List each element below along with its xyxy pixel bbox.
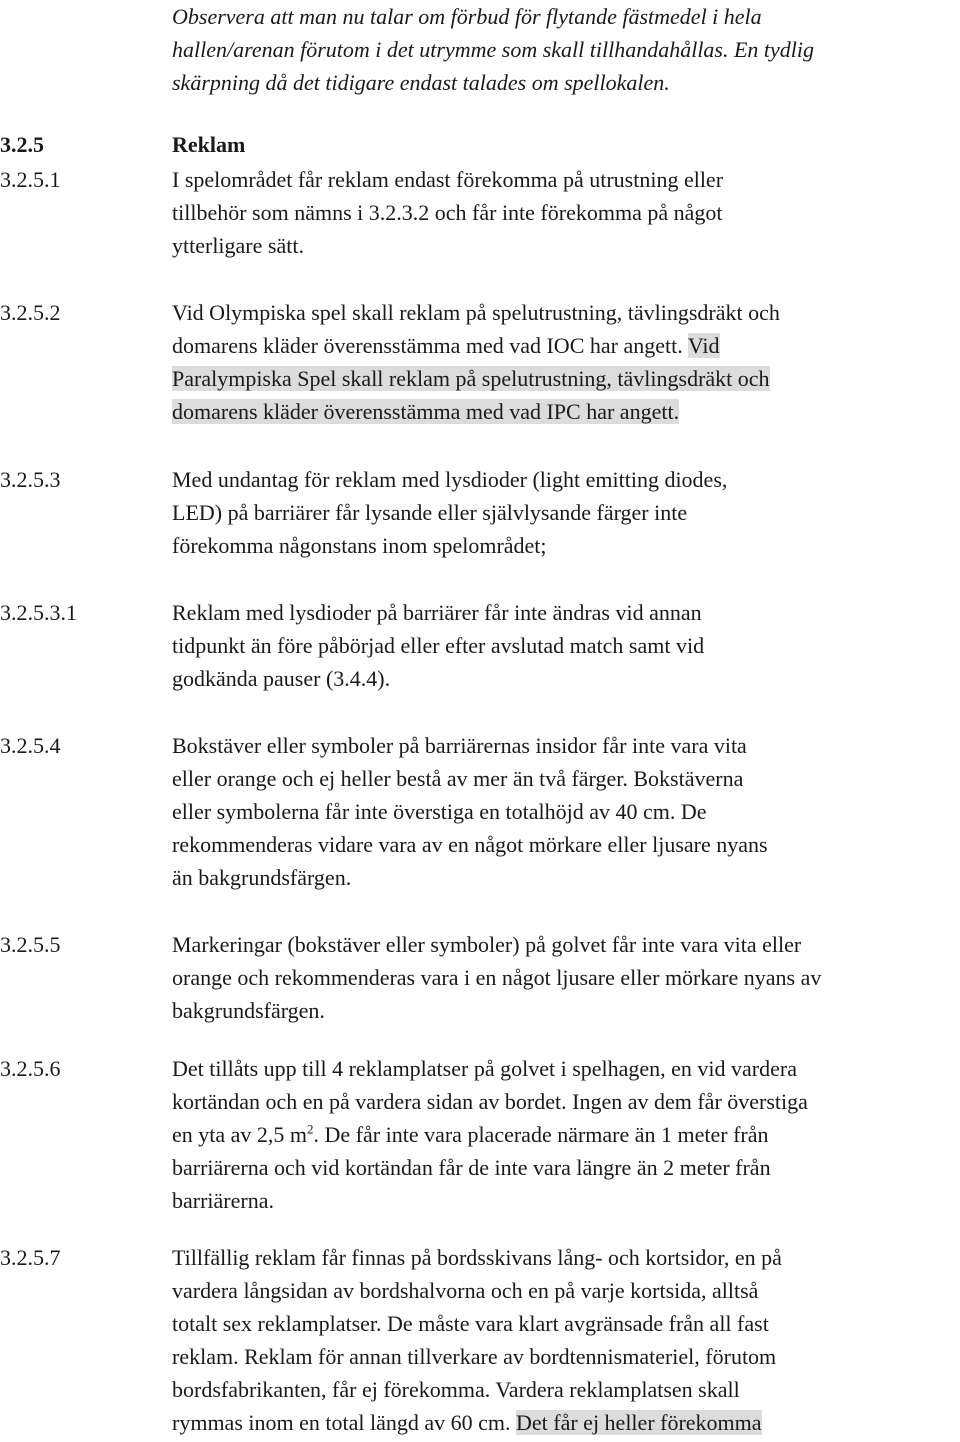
rule-line: förekomma någonstans inom spelområdet; (172, 533, 547, 558)
rule-text (172, 296, 960, 428)
rule-line: bordsfabrikanten, får ej förekomma. Vardera reklamplatsen skall (172, 1377, 740, 1402)
rule-line: än bakgrundsfärgen. (172, 865, 352, 890)
intro-note-line: skärpning då det tidigare endast talades om spellokalen. (172, 70, 670, 95)
rule-line: tidpunkt än före påbörjad eller efter avslutad match samt vid (172, 633, 705, 658)
rule-line-text: en yta av 2,5 m (172, 1122, 308, 1147)
rule-line: tillbehör som nämns i 3.2.3.2 och får inte förekomma på något (172, 200, 723, 225)
rule-number: 3.2.5.3 (0, 467, 61, 492)
rule-line: Vid Olympiska spel skall reklam på spelutrustning, tävlingsdräkt och (172, 300, 780, 325)
rule-line (172, 1406, 960, 1439)
rule-line: totalt sex reklamplatser. De måste vara klart avgränsade från all fast (172, 1311, 769, 1336)
rule-number: 3.2.5.6 (0, 1056, 61, 1081)
rule-line-text: domarens kläder överensstämma med vad IOC har angett. (172, 333, 683, 358)
section-title: Reklam (172, 132, 246, 157)
rule-number: 3.2.5.5 (0, 932, 61, 957)
rule-text (172, 163, 960, 262)
rule-line: Markeringar (bokstäver eller symboler) på golvet får inte vara vita eller (172, 932, 802, 957)
rule-line (172, 1118, 960, 1151)
superscript: 2 (307, 1121, 314, 1137)
rule-text (172, 928, 960, 1027)
rule-number: 3.2.5.2 (0, 300, 61, 325)
rule-line: Reklam med lysdioder på barriärer får inte ändras vid annan (172, 600, 702, 625)
intro-note-text (172, 0, 960, 99)
rule-number: 3.2.5.1 (0, 167, 61, 192)
rule-line: orange och rekommenderas vara i en något ljusare eller mörkare nyans av (172, 965, 822, 990)
intro-note-line: Observera att man nu talar om förbud för flytande fästmedel i hela (172, 4, 762, 29)
rule-number: 3.2.5.7 (0, 1245, 61, 1270)
rule-line: I spelområdet får reklam endast förekomma på utrustning eller (172, 167, 724, 192)
rule-number: 3.2.5.3.1 (0, 600, 77, 625)
rule-line: LED) på barriärer får lysande eller självlysande färger inte (172, 500, 688, 525)
rule-line (172, 362, 960, 395)
rule-line: reklam. Reklam för annan tillverkare av bordtennismateriel, förutom (172, 1344, 777, 1369)
highlighted-text: Det får ej heller förekomma (516, 1410, 762, 1435)
rule-line: bakgrundsfärgen. (172, 998, 325, 1023)
rule-line: kortändan och en på vardera sidan av bordet. Ingen av dem får överstiga (172, 1089, 808, 1114)
intro-note-line: hallen/arenan förutom i det utrymme som skall tillhandahållas. En tydlig (172, 37, 815, 62)
rule-line: barriärerna och vid kortändan får de inte vara längre än 2 meter från (172, 1155, 771, 1180)
rule-line: ytterligare sätt. (172, 233, 304, 258)
rule-line (172, 329, 960, 362)
rule-line-text: rymmas inom en total längd av 60 cm. (172, 1410, 511, 1435)
rule-line: eller orange och ej heller bestå av mer än två färger. Bokstäverna (172, 766, 744, 791)
highlighted-text: domarens kläder överensstämma med vad IPC har angett. (172, 399, 680, 424)
rule-line: Med undantag för reklam med lysdioder (light emitting diodes, (172, 467, 728, 492)
rule-text (172, 596, 960, 695)
rule-line (172, 395, 960, 428)
rule-line: barriärerna. (172, 1188, 274, 1213)
rule-line: Bokstäver eller symboler på barriärernas insidor får inte vara vita (172, 733, 747, 758)
rule-line: Det tillåts upp till 4 reklamplatser på golvet i spelhagen, en vid vardera (172, 1056, 797, 1081)
section-number: 3.2.5 (0, 132, 44, 157)
highlighted-text: Paralympiska Spel skall reklam på spelutrustning, tävlingsdräkt och (172, 366, 770, 391)
rule-line: eller symbolerna får inte överstiga en totalhöjd av 40 cm. De (172, 799, 707, 824)
rule-line: vardera långsidan av bordshalvorna och en på varje kortsida, alltså (172, 1278, 759, 1303)
rule-line: rekommenderas vidare vara av en något mörkare eller ljusare nyans (172, 832, 768, 857)
rule-text (172, 729, 960, 894)
rule-line-text: . De får inte vara placerade närmare än 1 meter från (313, 1122, 769, 1147)
highlighted-text: Vid (687, 333, 720, 358)
rule-text (172, 1052, 960, 1217)
rule-number: 3.2.5.4 (0, 733, 61, 758)
rule-line: godkända pauser (3.4.4). (172, 666, 391, 691)
rule-text (172, 1241, 960, 1439)
rule-line: Tillfällig reklam får finnas på bordsskivans lång- och kortsidor, en på (172, 1245, 782, 1270)
rule-text (172, 463, 960, 562)
